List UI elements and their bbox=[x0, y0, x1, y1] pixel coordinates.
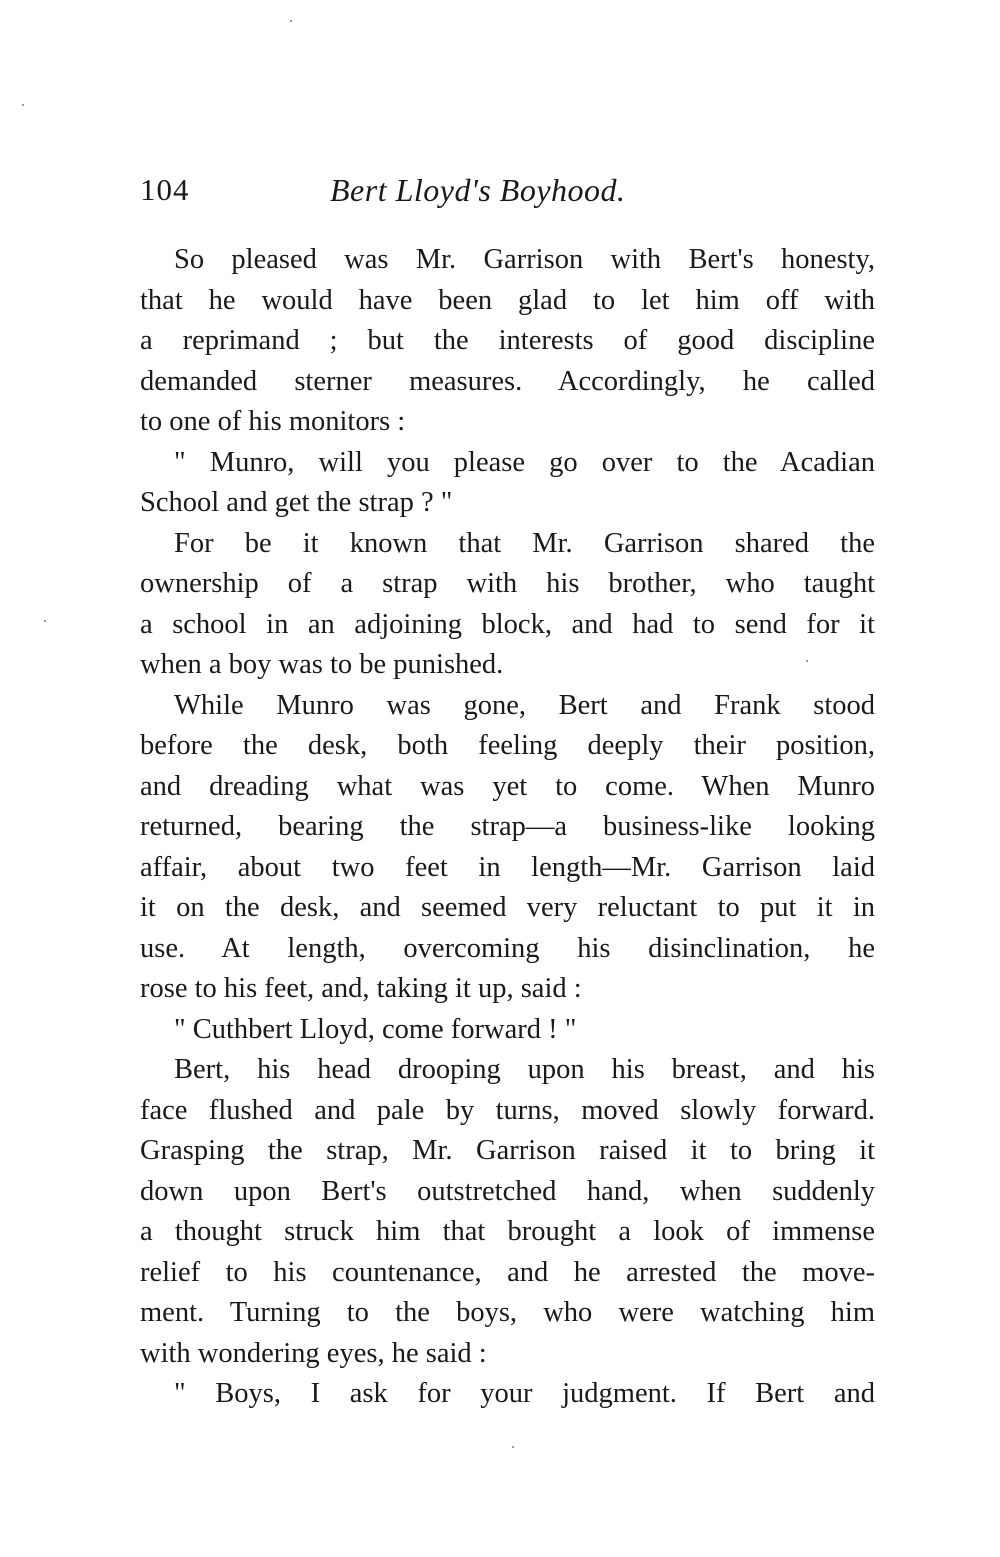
text-line: a school in an adjoining block, and had to send for it bbox=[140, 608, 875, 640]
text-line: Bert, his head drooping upon his breast, and his bbox=[174, 1054, 875, 1085]
text-line: " Munro, will you please go over to the Acadian bbox=[174, 446, 875, 478]
text-line: For be it known that Mr. Garrison shared the bbox=[174, 527, 875, 559]
paper-speck bbox=[512, 1446, 514, 1448]
text-line: use. At length, overcoming his disinclination, he bbox=[140, 932, 875, 964]
body-text bbox=[140, 240, 875, 1415]
text-line: So pleased was Mr. Garrison with Bert's honesty, bbox=[174, 244, 875, 275]
text-line: that he would have been glad to let him off with bbox=[140, 284, 875, 316]
paper-speck bbox=[22, 104, 24, 106]
paper-speck bbox=[806, 660, 808, 662]
text-line: before the desk, both feeling deeply their position, bbox=[140, 730, 875, 761]
page-number: 104 bbox=[140, 172, 190, 207]
page-header bbox=[140, 172, 875, 222]
running-title: Bert Lloyd's Boyhood. bbox=[330, 172, 626, 208]
text-line: down upon Bert's outstretched hand, when suddenly bbox=[140, 1175, 875, 1207]
text-line: a thought struck him that brought a look of immense bbox=[140, 1216, 875, 1247]
text-line: School and get the strap ? " bbox=[140, 487, 453, 518]
text-line: While Munro was gone, Bert and Frank stood bbox=[174, 689, 875, 721]
text-line: face flushed and pale by turns, moved slowly forward. bbox=[140, 1094, 875, 1126]
text-line: returned, bearing the strap—a business-like looking bbox=[140, 811, 875, 842]
text-line: relief to his countenance, and he arrested the move- bbox=[140, 1256, 875, 1288]
text-line: and dreading what was yet to come. When Munro bbox=[140, 770, 875, 802]
text-line: it on the desk, and seemed very reluctant to put it in bbox=[140, 892, 875, 923]
text-line: " Boys, I ask for your judgment. If Bert and bbox=[174, 1378, 875, 1409]
text-line: " Cuthbert Lloyd, come forward ! " bbox=[174, 1013, 577, 1045]
text-line: Grasping the strap, Mr. Garrison raised it to bring it bbox=[140, 1135, 875, 1166]
text-line: ment. Turning to the boys, who were watching him bbox=[140, 1297, 875, 1328]
text-line: rose to his feet, and, taking it up, said : bbox=[140, 973, 582, 1004]
paper-speck bbox=[44, 620, 46, 622]
text-line: affair, about two feet in length—Mr. Garrison laid bbox=[140, 851, 875, 883]
paper-speck bbox=[290, 20, 292, 22]
text-line: to one of his monitors : bbox=[140, 406, 406, 437]
text-line: when a boy was to be punished. bbox=[140, 649, 504, 680]
text-line: demanded sterner measures. Accordingly, he called bbox=[140, 365, 875, 397]
text-line: ownership of a strap with his brother, who taught bbox=[140, 568, 875, 599]
text-line: a reprimand ; but the interests of good discipline bbox=[140, 325, 875, 356]
text-line: with wondering eyes, he said : bbox=[140, 1337, 487, 1369]
